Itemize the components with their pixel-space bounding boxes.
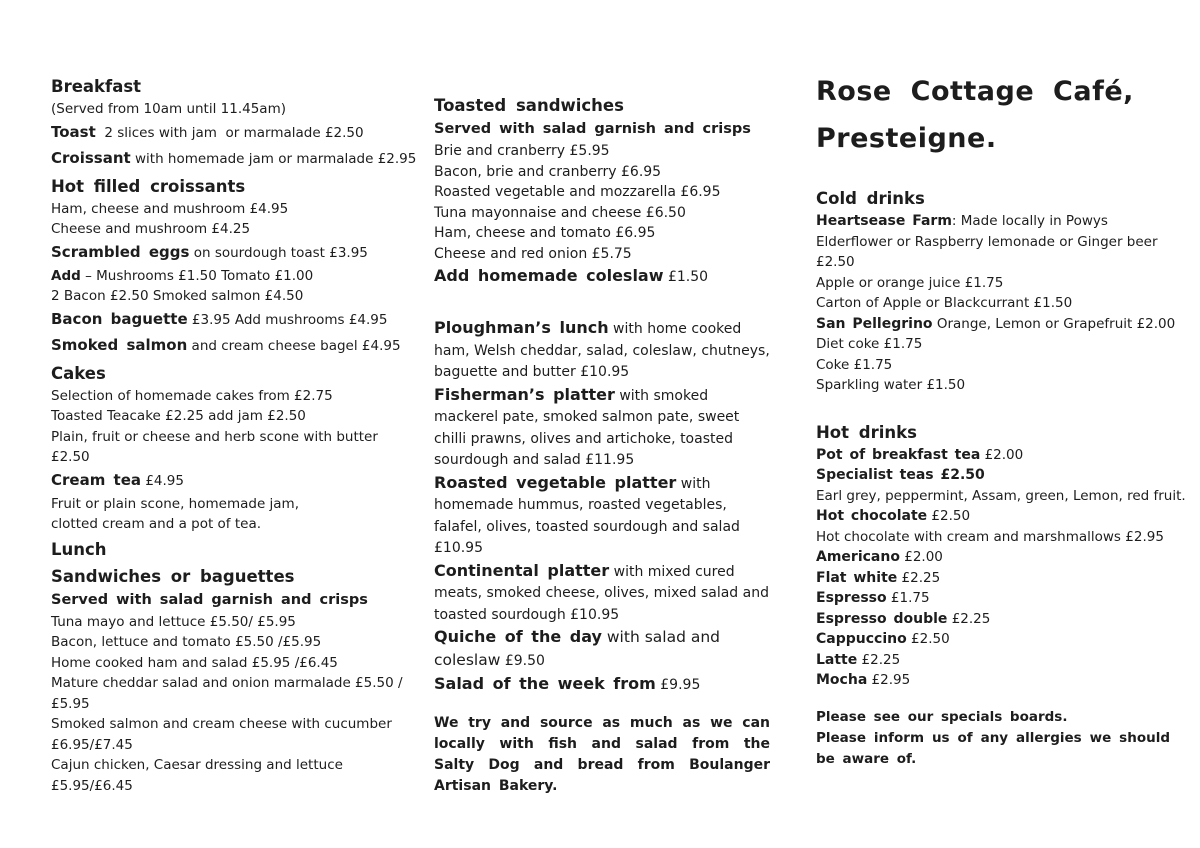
menu-text: Cajun chicken, Caesar dressing and lettuce <box>51 757 343 773</box>
menu-text: Tuna mayo and lettuce £5.50/ £5.95 <box>51 613 296 630</box>
menu-item-name: Cappuccino <box>816 631 907 647</box>
menu-text: £2.25 <box>857 651 901 668</box>
menu-text: Cheese and red onion £5.75 <box>434 245 632 262</box>
spacer <box>434 289 770 317</box>
menu-text: Coke £1.75 <box>816 356 893 373</box>
menu-item-line <box>51 333 401 359</box>
menu-item-name: Scrambled eggs <box>51 242 190 261</box>
menu-text: with salad and coleslaw <box>434 628 725 669</box>
menu-text: Ham, cheese and tomato £6.95 <box>434 225 656 241</box>
menu-text: Plain, fruit or cheese and herb scone with butter <box>51 428 378 445</box>
menu-line <box>816 465 1170 486</box>
menu-line <box>816 445 1170 466</box>
menu-item-name: Ploughman’s lunch <box>434 318 609 337</box>
menu-text: We try and source as much as we can locally with fish and salad from the Salty Dog and bread from Boulanger Artisan Bakery. <box>434 715 778 794</box>
menu-text: Hot drinks <box>816 422 917 442</box>
menu-line <box>51 514 391 535</box>
menu-line <box>51 406 391 427</box>
menu-item-name: Add homemade coleslaw <box>434 266 664 285</box>
menu-text: with homemade hummus, roasted vegetables, falafel, olives, toasted sourdough and salad £10.95 <box>434 475 745 556</box>
section-heading <box>816 420 1170 445</box>
menu-line <box>51 673 403 694</box>
menu-text: Presteigne. <box>816 123 997 154</box>
menu-text: Apple or orange juice £1.75 <box>816 274 1004 291</box>
menu-text: 2 slices with jam or marmalade £2.50 <box>95 124 364 141</box>
menu-text: £2.50 <box>906 631 950 647</box>
menu-line <box>51 286 391 307</box>
menu-text: Toasted sandwiches <box>434 96 624 115</box>
menu-text: Mature cheddar salad and onion marmalade £5.50 / <box>51 675 403 691</box>
menu-item-name: Latte <box>816 651 858 668</box>
menu-item-paragraph <box>434 317 779 384</box>
menu-line <box>51 694 391 715</box>
menu-text: clotted cream and a pot of tea. <box>51 516 262 532</box>
menu-text: with home cooked ham, Welsh cheddar, salad, coleslaw, chutneys, baguette and butter £10.95 <box>434 321 779 380</box>
menu-item-name: Espresso <box>816 590 887 606</box>
menu-item-name: Flat white <box>816 569 898 586</box>
menu-text: Elderflower or Raspberry lemonade or Ginger beer <box>816 233 1158 250</box>
menu-line <box>434 223 770 244</box>
menu-text: Orange, Lemon or Grapefruit £2.00 <box>932 315 1176 332</box>
menu-text: Toasted Teacake £2.25 add jam £2.50 <box>51 408 306 424</box>
menu-text: with mixed cured meats, smoked cheese, olives, mixed salad and toasted sourdough £10.95 <box>434 563 774 623</box>
menu-line <box>51 755 391 776</box>
menu-text: Diet coke £1.75 <box>816 336 923 352</box>
menu-text: Earl grey, peppermint, Assam, green, Lemon, red fruit. <box>816 487 1186 504</box>
menu-line <box>816 375 1170 396</box>
menu-text: (Served from 10am until 11.45am) <box>51 101 286 117</box>
menu-item-line <box>51 120 391 146</box>
menu-line <box>816 547 1170 568</box>
menu-text: Rose Cottage Café, <box>816 76 1134 107</box>
menu-line <box>51 199 391 220</box>
menu-line <box>51 494 391 515</box>
menu-column-title-drinks <box>816 68 1186 770</box>
menu-item-name: Salad of the week from <box>434 674 656 693</box>
menu-item-paragraph <box>434 560 774 627</box>
menu-text: £3.95 Add mushrooms £4.95 <box>187 311 388 328</box>
cafe-title-line <box>816 115 1170 162</box>
menu-text: Cakes <box>51 363 106 383</box>
menu-line <box>51 776 391 797</box>
menu-item-line <box>51 307 391 333</box>
menu-line <box>434 203 770 224</box>
menu-text: Smoked salmon and cream cheese with cucumber <box>51 716 392 732</box>
menu-note <box>434 713 778 797</box>
menu-line <box>816 588 1170 609</box>
menu-item-paragraph <box>434 626 770 672</box>
menu-item-paragraph <box>434 472 770 560</box>
menu-text: Cold drinks <box>816 189 925 208</box>
menu-line <box>816 355 1170 376</box>
menu-item-name: Quiche of the day <box>434 627 602 646</box>
menu-item-line <box>434 672 770 697</box>
spacer <box>816 162 1170 184</box>
menu-text: £4.95 <box>141 472 184 489</box>
menu-text: £1.50 <box>663 269 709 285</box>
menu-text: and cream cheese bagel £4.95 <box>187 337 401 354</box>
menu-item-name: Smoked salmon <box>51 335 188 354</box>
menu-line <box>816 568 1170 589</box>
menu-line <box>816 527 1170 548</box>
spacer <box>434 697 770 713</box>
menu-text: Breakfast <box>51 77 142 96</box>
menu-item-name: Fisherman’s platter <box>434 384 615 404</box>
menu-text: Selection of homemade cakes from £2.75 <box>51 387 333 404</box>
menu-line <box>816 506 1170 527</box>
menu-text: £2.25 <box>947 610 991 627</box>
menu-line <box>51 632 391 653</box>
menu-text: Hot filled croissants <box>51 176 246 196</box>
menu-line <box>816 252 1170 273</box>
menu-item-name: Croissant <box>51 148 131 167</box>
menu-text: – Mushrooms £1.50 Tomato £1.00 <box>80 267 314 284</box>
menu-text: £2.50 <box>51 449 90 465</box>
menu-item-name: Americano <box>816 549 900 565</box>
menu-text: Carton of Apple or Blackcurrant £1.50 <box>816 295 1073 311</box>
menu-line <box>816 670 1170 691</box>
menu-line <box>816 334 1170 355</box>
menu-item-name: Roasted vegetable platter <box>434 472 677 492</box>
section-heading <box>51 537 391 562</box>
menu-line <box>434 182 770 203</box>
section-heading <box>51 361 391 386</box>
menu-text: Roasted vegetable and mozzarella £6.95 <box>434 184 721 200</box>
menu-item-name: Toast <box>51 122 96 141</box>
menu-item-name: Add <box>51 267 81 284</box>
menu-line <box>51 612 391 633</box>
menu-item-line <box>434 264 770 289</box>
section-heading <box>434 93 770 118</box>
menu-text: on sourdough toast £3.95 <box>189 244 368 261</box>
menu-line <box>816 293 1170 314</box>
menu-text: Tuna mayonnaise and cheese £6.50 <box>434 204 686 221</box>
menu-item-name: Cream tea <box>51 470 142 489</box>
menu-line <box>816 609 1170 630</box>
menu-line <box>51 266 391 287</box>
menu-text: : Made locally in Powys <box>951 213 1108 229</box>
menu-text: £5.95 <box>51 695 90 712</box>
menu-item-name: Specialist teas £2.50 <box>816 467 985 483</box>
menu-text: Bacon, lettuce and tomato £5.50 /£5.95 <box>51 634 322 650</box>
menu-line <box>434 244 770 265</box>
spacer <box>816 396 1170 418</box>
section-subheading <box>51 589 391 612</box>
menu-text: Served with salad garnish and crisps <box>51 591 368 608</box>
menu-text: Ham, cheese and mushroom £4.95 <box>51 200 289 217</box>
menu-text: Bacon, brie and cranberry £6.95 <box>434 163 662 180</box>
section-subheading <box>434 118 770 141</box>
menu-item-line <box>51 468 391 494</box>
menu-text: £2.25 <box>897 569 941 586</box>
menu-line <box>51 653 391 674</box>
menu-line <box>51 99 391 120</box>
menu-item-name: Bacon baguette <box>51 309 188 328</box>
menu-line <box>51 714 391 735</box>
menu-line <box>816 232 1170 253</box>
menu-text: with homemade jam or marmalade £2.95 <box>130 150 417 167</box>
menu-item-name: Espresso double <box>816 610 948 627</box>
menu-text: Sandwiches or baguettes <box>51 566 295 586</box>
menu-text: £2.00 <box>899 549 943 565</box>
menu-text: Served with salad garnish and crisps <box>434 121 751 137</box>
menu-text: Cheese and mushroom £4.25 <box>51 221 251 237</box>
menu-text: Home cooked ham and salad £5.95 /£6.45 <box>51 654 338 671</box>
section-heading <box>51 74 391 99</box>
cafe-title-line <box>816 68 1170 115</box>
menu-text: with smoked mackerel pate, smoked salmon pate, sweet chilli prawns, olives and artichoke, toasted sourdough and salad £11.95 <box>434 387 744 468</box>
menu-item-name: Continental platter <box>434 560 610 580</box>
menu-line <box>434 162 770 183</box>
menu-line <box>51 447 391 468</box>
menu-line <box>51 427 391 448</box>
menu-text: Fruit or plain scone, homemade jam, <box>51 495 300 512</box>
menu-note <box>816 728 1178 770</box>
menu-item-line <box>51 240 391 266</box>
menu-line <box>816 629 1170 650</box>
menu-text: £2.00 <box>980 446 1024 463</box>
menu-text: Brie and cranberry £5.95 <box>434 143 610 159</box>
menu-text: £2.50 <box>927 508 971 524</box>
section-heading <box>51 174 391 199</box>
menu-item-line <box>51 146 417 172</box>
menu-line <box>51 735 391 756</box>
section-heading <box>51 564 391 589</box>
menu-text: £2.50 <box>816 254 855 270</box>
menu-text: £1.75 <box>886 590 930 606</box>
menu-line <box>816 211 1170 232</box>
spacer <box>816 691 1170 707</box>
menu-item-name: San Pellegrino <box>816 315 933 332</box>
menu-text: £9.95 <box>655 677 701 693</box>
menu-text: 2 Bacon £2.50 Smoked salmon £4.50 <box>51 288 304 304</box>
menu-text: Please inform us of any allergies we should be aware of. <box>816 729 1178 767</box>
menu-line <box>434 141 770 162</box>
menu-line <box>816 314 1176 335</box>
menu-item-name: Pot of breakfast tea <box>816 446 981 463</box>
menu-column-breakfast-lunch <box>51 72 417 796</box>
menu-text: Hot chocolate with cream and marshmallows £2.95 <box>816 528 1164 545</box>
menu-text: £2.95 <box>867 672 911 688</box>
menu-text: £9.50 <box>500 652 545 669</box>
menu-line <box>51 386 391 407</box>
section-heading <box>816 186 1170 211</box>
menu-text: £6.95/£7.45 <box>51 736 133 753</box>
menu-item-name: Heartsease Farm <box>816 213 952 229</box>
menu-line <box>816 650 1170 671</box>
menu-note <box>816 707 1170 728</box>
menu-line <box>51 219 391 240</box>
menu-text: £5.95/£6.45 <box>51 777 133 794</box>
menu-item-paragraph <box>434 384 770 472</box>
menu-text: Lunch <box>51 539 107 559</box>
menu-text: Sparkling water £1.50 <box>816 377 966 393</box>
menu-column-sandwiches-platters <box>434 91 779 797</box>
menu-item-name: Mocha <box>816 672 868 688</box>
menu-item-name: Hot chocolate <box>816 508 928 524</box>
menu-text: Please see our specials boards. <box>816 708 1068 725</box>
menu-line <box>816 273 1170 294</box>
menu-line <box>816 486 1186 507</box>
